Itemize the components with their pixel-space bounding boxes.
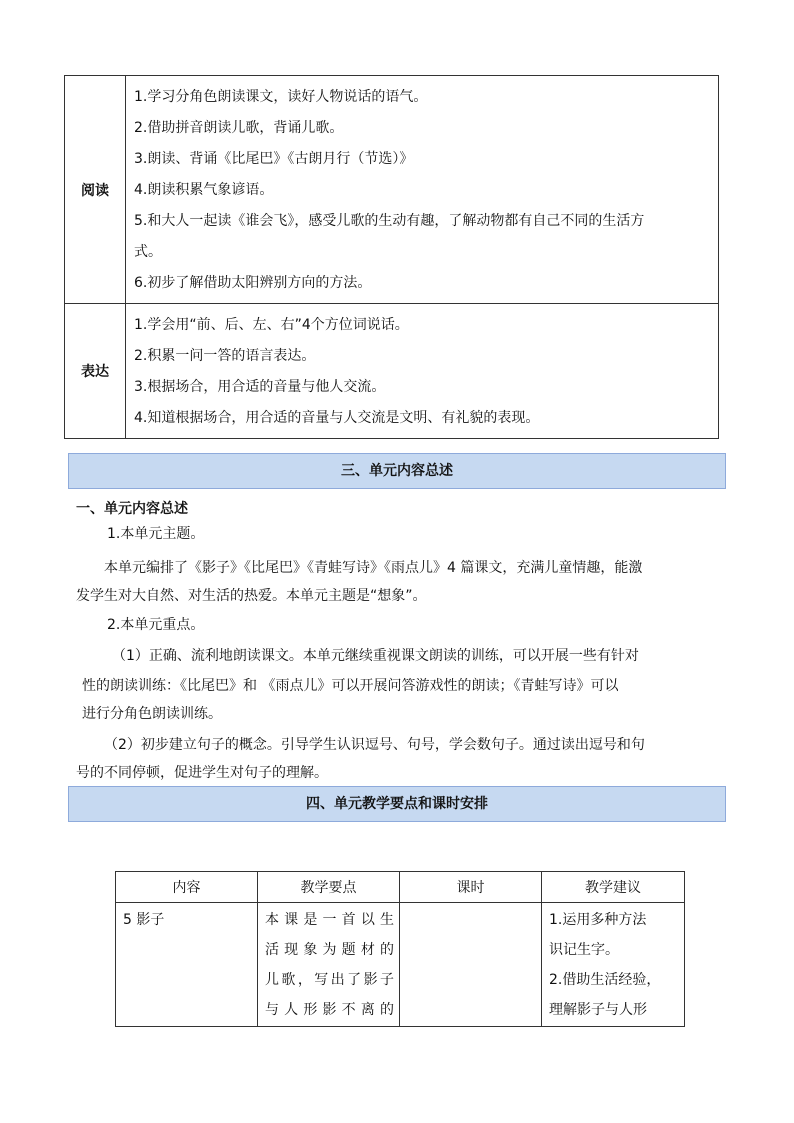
lesson-table-header — [116, 872, 685, 903]
focus-text: 号的不同停顿，促进学生对句子的理解。 — [76, 765, 328, 781]
advice-line: 理解影子与人形 — [549, 1002, 647, 1018]
section-header-unit-summary: 三、单元内容总述 — [68, 453, 726, 489]
advice-line: 1.运用多种方法 — [549, 912, 647, 928]
points-line: 本课是一首以生 — [265, 912, 394, 928]
theme-text: 发学生对大自然、对生活的热爱。本单元主题是“想象”。 — [76, 588, 427, 604]
cell-points — [258, 903, 400, 1027]
expression-items — [126, 304, 719, 439]
subheading-unit-summary: 一、单元内容总述 — [76, 501, 188, 517]
focus-label: 2.本单元重点。 — [107, 617, 205, 633]
goals-row-reading — [65, 76, 719, 304]
goal-item: 1.学会用“前、后、左、右”4个方位词说话。 — [134, 317, 409, 333]
points-line: 与人形影不离的 — [265, 1002, 394, 1018]
goal-item: 式。 — [134, 244, 162, 260]
goal-item: 4.知道根据场合，用合适的音量与人交流是文明、有礼貌的表现。 — [134, 410, 540, 426]
header-content: 内容 — [116, 872, 258, 903]
goal-item: 2.借助拼音朗读儿歌，背诵儿歌。 — [134, 120, 344, 136]
goal-item: 3.根据场合，用合适的音量与他人交流。 — [134, 379, 386, 395]
goal-item: 1.学习分角色朗读课文，读好人物说话的语气。 — [134, 89, 428, 105]
header-hours: 课时 — [400, 872, 542, 903]
focus-text: 性的朗读训练：《比尾巴》和 《雨点儿》可以开展问答游戏性的朗读；《青蛙写诗》可以 — [82, 678, 619, 694]
header-advice: 教学建议 — [542, 872, 685, 903]
theme-label: 1.本单元主题。 — [107, 526, 205, 542]
goal-item: 6.初步了解借助太阳辨别方向的方法。 — [134, 275, 372, 291]
goals-row-expression — [65, 304, 719, 439]
focus-text: （2）初步建立句子的概念。引导学生认识逗号、句号，学会数句子。通过读出逗号和句 — [104, 737, 645, 753]
advice-line: 2.借助生活经验， — [549, 972, 661, 988]
focus-text: （1）正确、流利地朗读课文。本单元继续重视课文朗读的训练，可以开展一些有针对 — [112, 648, 639, 664]
cell-advice — [542, 903, 685, 1027]
table-row — [116, 903, 685, 1027]
reading-items — [126, 76, 719, 304]
points-line: 儿歌，写出了影子 — [265, 972, 394, 988]
section-header-teaching-plan: 四、单元教学要点和课时安排 — [68, 786, 726, 822]
category-expression: 表达 — [65, 304, 126, 439]
points-line: 活现象为题材的 — [265, 942, 394, 958]
goals-table — [64, 75, 719, 439]
lesson-title: 5 影子 — [123, 912, 165, 928]
category-reading: 阅读 — [65, 76, 126, 304]
goal-item: 3.朗读、背诵《比尾巴》《古朗月行（节选）》 — [134, 151, 414, 167]
lesson-table — [115, 871, 685, 1027]
goal-item: 4.朗读积累气象谚语。 — [134, 182, 274, 198]
focus-text: 进行分角色朗读训练。 — [82, 706, 222, 722]
advice-line: 识记生字。 — [549, 942, 619, 958]
theme-text: 本单元编排了《影子》《比尾巴》《青蛙写诗》《雨点儿》4 篇课文，充满儿童情趣，能激 — [104, 560, 643, 576]
goal-item: 2.积累一问一答的语言表达。 — [134, 348, 316, 364]
header-points: 教学要点 — [258, 872, 400, 903]
goal-item: 5.和大人一起读《谁会飞》，感受儿歌的生动有趣，了解动物都有自己不同的生活方 — [134, 213, 645, 229]
cell-content — [116, 903, 258, 1027]
cell-hours — [400, 903, 542, 1027]
